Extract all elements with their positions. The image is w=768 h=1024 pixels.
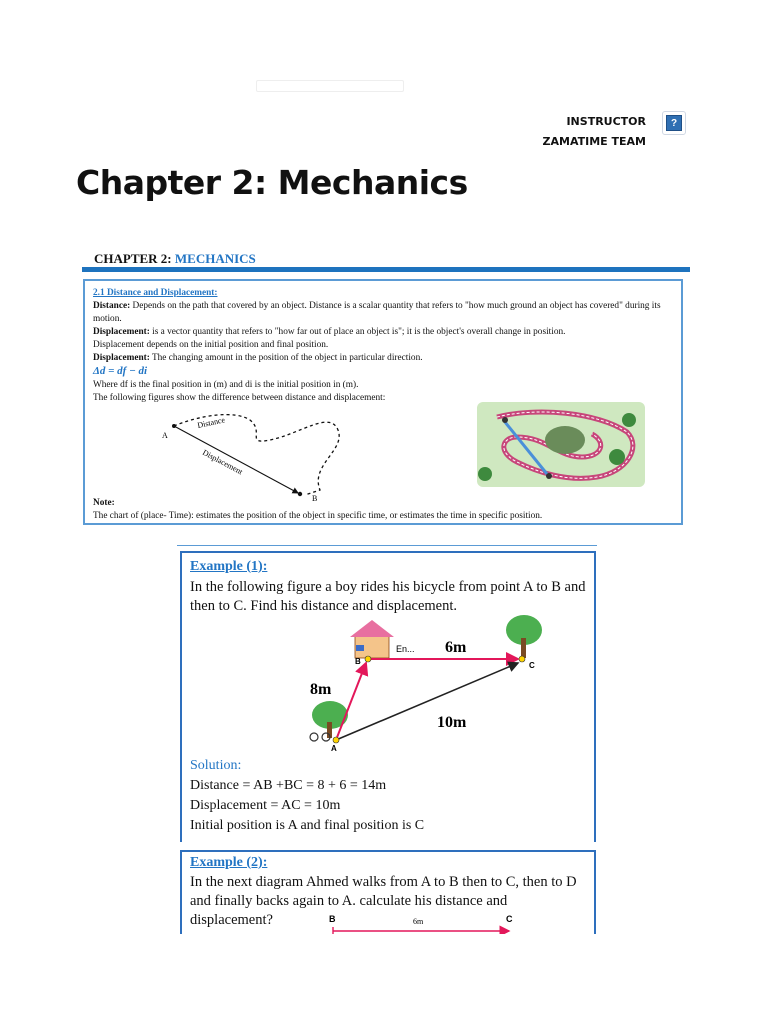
displacement-arrow [174, 426, 298, 493]
ex2-label-c: C [506, 914, 513, 924]
help-icon: ? [666, 115, 682, 131]
distance-displacement-diagram [160, 410, 345, 505]
arrow-ac [336, 663, 518, 740]
chapter-rule [82, 267, 690, 272]
note-label: Note: [93, 498, 115, 508]
chapter-heading [94, 251, 256, 267]
example2-title: Example (2): [190, 855, 268, 870]
point-b-dot [298, 492, 302, 496]
example1-top-line [177, 545, 597, 546]
subheading: 2.1 Distance and Displacement: [93, 288, 218, 298]
label-a: A [331, 744, 337, 752]
solution-line-2: Displacement = AC = 10m [190, 798, 341, 813]
formula: Δd = df − di [93, 365, 148, 377]
where-text: Where df is the final position in (m) and di is the initial position in (m). [93, 380, 359, 390]
chapter-name: MECHANICS [174, 251, 256, 266]
displacement-depends: Displacement depends on the initial position and final position. [93, 340, 329, 350]
instructor-name: ZAMATIME TEAM [542, 135, 646, 148]
example2-diagram [325, 912, 525, 934]
ex2-label-bc: 6m [413, 917, 424, 926]
example1-solution [190, 756, 590, 836]
distance-paragraph: Distance: Depends on the path that covered by an object. Distance is a scalar quantity that refers to "how much ground an object has covered" during its motion. [93, 301, 661, 324]
house-sign: En... [396, 644, 415, 654]
chapter-prefix: CHAPTER 2: [94, 251, 172, 266]
example2-question: In the next diagram Ahmed walks from A to B then to C, then to D and finally backs again to A. calculate his distance and displacement? [190, 874, 577, 928]
track-map-image [477, 402, 645, 487]
label-c: C [529, 661, 535, 670]
note-text: The chart of (place- Time): estimates the position of the object in specific time, or estimates the time in specific position. [93, 511, 543, 521]
bicycle-icon [310, 733, 318, 741]
top-placeholder-bar [256, 80, 404, 92]
label-ac: 10m [437, 714, 467, 731]
point-b-label: B [312, 494, 318, 503]
point-a-dot [172, 424, 176, 428]
example1-title: Example (1): [190, 559, 268, 574]
page-title: Chapter 2: Mechanics [76, 163, 468, 202]
displacement-paragraph: Displacement: is a vector quantity that refers to "how far out of place an object is"; it is the object's overall change in position. [93, 327, 566, 337]
label-b: B [355, 657, 361, 666]
solution-line-3: Initial position is A and final position is C [190, 818, 425, 833]
note [93, 497, 683, 523]
label-bc: 6m [445, 639, 467, 656]
ex2-label-b: B [329, 914, 336, 924]
instructor-label: INSTRUCTOR [566, 115, 646, 128]
example1-diagram [300, 612, 560, 752]
label-ab: 8m [310, 681, 332, 698]
instructor-block [543, 112, 646, 152]
solution-line-1: Distance = AB +BC = 8 + 6 = 14m [190, 778, 387, 793]
solution-label: Solution: [190, 758, 242, 773]
help-button[interactable] [662, 111, 686, 135]
displacement-label: Displacement [201, 447, 245, 477]
section-text [93, 287, 683, 405]
point-a-label: A [162, 431, 168, 440]
displacement-paragraph-2: Displacement: The changing amount in the position of the object in particular direction. [93, 353, 423, 363]
example1-question: In the following figure a boy rides his bicycle from point A to B and then to C. Find his distance and displacement. [190, 579, 586, 614]
distance-label: Distance [196, 415, 226, 430]
figures-text: The following figures show the difference between distance and displacement: [93, 393, 386, 403]
